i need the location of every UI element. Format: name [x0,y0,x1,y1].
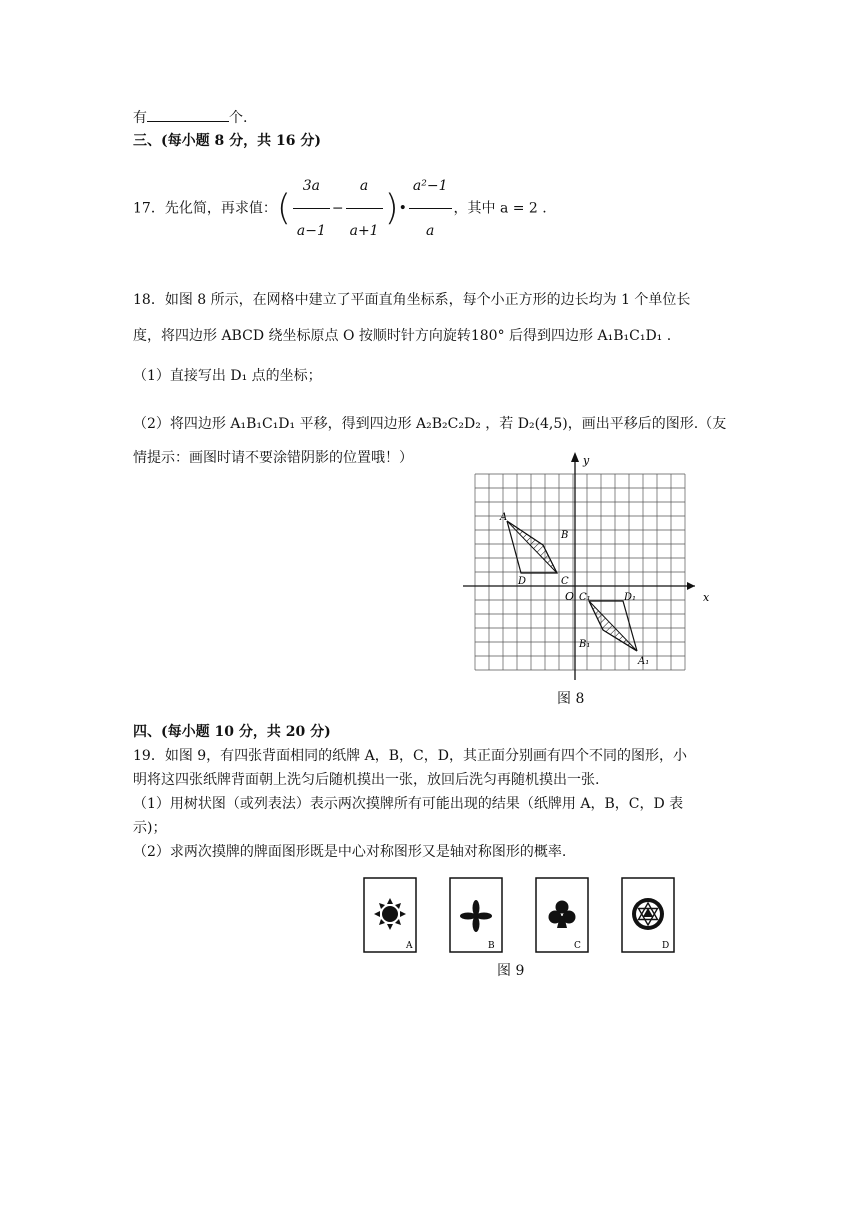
card-b-letter: B [488,941,495,951]
f3-den: a [426,223,435,239]
card-a [364,878,416,952]
q18-line-1: 18．如图 8 所示，在网格中建立了平面直角坐标系，每个小正方形的边长均为 1 个单位长 [133,292,691,308]
dot-sign: • [398,200,407,217]
right-paren: ) [384,187,399,229]
card-d-letter: D [662,941,670,951]
y-axis-label: y [583,454,590,467]
q19-part-1b: 示)； [133,820,167,836]
label-b1: B₁ [579,639,591,650]
label-b: B [561,530,569,541]
card-b [450,878,502,952]
origin-label: O [565,590,575,603]
label-a: A [500,512,508,523]
figure-9-cards [360,874,690,964]
figure-8-grid [455,450,715,690]
card-c-letter: C [574,941,581,951]
f3-num: a²−1 [409,166,452,209]
q19-line-2: 明将这四张纸牌背面朝上洗匀后随机摸出一张，放回后洗匀再随机摸出一张. [133,772,600,788]
q19-part-1a: （1）用树状图（或列表法）表示两次摸牌所有可能出现的结果（纸牌用 A，B，C，D 表 [133,796,684,812]
q18-part-1: （1）直接写出 D₁ 点的坐标； [133,368,322,384]
fraction-3 [409,166,452,251]
x-axis-label: x [703,591,710,604]
fraction-2 [346,166,383,251]
card-a-letter: A [406,941,413,951]
answer-blank[interactable] [147,106,229,122]
q17-label: 17．先化简，再求值： [133,200,277,217]
x-axis-arrow [687,582,695,590]
f2-den: a+1 [349,223,379,239]
f1-den: a−1 [296,223,326,239]
q19-line-1: 19．如图 9，有四张背面相同的纸牌 A，B，C，D，其正面分别画有四个不同的图形，小 [133,748,687,764]
q18-part-2a: （2）将四边形 A₁B₁C₁D₁ 平移，得到四边形 A₂B₂C₂D₂ ，若 D₂(4,5)，画出平移后的图形.（友 [133,416,727,432]
f1-num: 3a [293,166,330,209]
minus-sign: − [331,200,344,217]
label-c1: C₁ [579,592,591,603]
q18-part-2b: 情提示：画图时请不要涂错阴影的位置哦！） [133,450,413,466]
section-4-heading: 四、(每小题 10 分，共 20 分) [133,724,331,740]
answer-line [133,106,247,128]
q17-condition: ，其中 a = 2 . [453,200,547,217]
section-3-heading: 三、(每小题 8 分，共 16 分) [133,133,321,149]
figure-9-caption: 图 9 [497,963,525,979]
y-axis-arrow [571,452,579,462]
label-d1: D₁ [624,592,637,603]
card-c [536,878,588,952]
card-d [622,878,674,952]
answer-post: 个. [229,110,248,126]
label-d: D [518,576,527,587]
q18-line-2: 度，将四边形 ABCD 绕坐标原点 O 按顺时针方向旋转180° 后得到四边形 A₁B₁C₁D₁ . [133,328,672,344]
label-c: C [561,576,569,587]
answer-pre: 有 [133,110,147,126]
q19-part-2: （2）求两次摸牌的牌面图形既是中心对称图形又是轴对称图形的概率. [133,844,567,860]
fraction-1 [293,166,330,251]
left-paren: ( [276,187,291,229]
question-17 [133,166,547,251]
figure-8-caption: 图 8 [557,691,585,707]
f2-num: a [346,166,383,209]
label-a1: A₁ [638,656,650,667]
hexagon-star-icon [632,898,664,930]
